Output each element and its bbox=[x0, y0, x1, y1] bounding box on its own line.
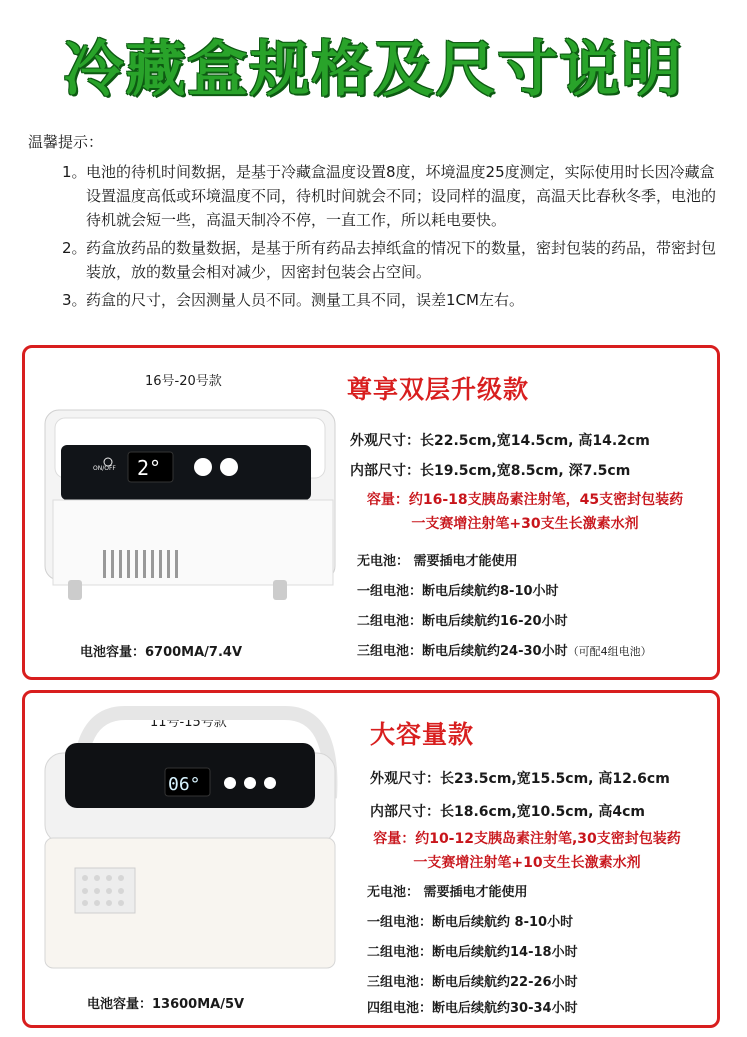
product-card-large bbox=[22, 690, 720, 1028]
inner-size bbox=[350, 460, 630, 480]
battery-key: 一组电池： bbox=[357, 584, 423, 599]
cooler-box-image bbox=[35, 703, 345, 973]
battery-row bbox=[367, 941, 578, 960]
battery-row bbox=[367, 971, 578, 990]
cooler-box-image bbox=[33, 390, 343, 640]
outer-size-key: 外观尺寸： bbox=[350, 433, 420, 449]
battery-row bbox=[357, 580, 559, 599]
product-card-deluxe bbox=[22, 345, 720, 680]
temperature-display: 2° bbox=[137, 456, 162, 480]
tips-label: 温馨提示： bbox=[28, 133, 104, 151]
card-title: 尊享双层升级款 bbox=[347, 375, 530, 404]
battery-value: 断电后续航约 8-10小时 bbox=[432, 915, 574, 930]
tip-text: 电池的待机时间数据，是基于冷藏盒温度设置8度，坏境温度25度测定，实际使用时长因冷藏盒设置温度高低或环境温度不同，待机时间就会不同；设同样的温度，高温天比春秋冬季，电池的待机就会短一些，高温天制冷不停，一直工作，所以耗电要快。 bbox=[86, 163, 717, 229]
battery-row bbox=[357, 640, 652, 659]
battery-row bbox=[357, 610, 568, 629]
card-title: 大容量款 bbox=[370, 720, 475, 749]
inner-size bbox=[370, 801, 645, 821]
battery-key: 一组电池： bbox=[367, 915, 433, 930]
page-title: 冷藏盒规格及尺寸说明 bbox=[63, 35, 684, 105]
battery-row bbox=[367, 911, 573, 930]
outer-size bbox=[370, 768, 670, 788]
battery-value: 断电后续航约8-10小时 bbox=[422, 584, 559, 599]
outer-size bbox=[350, 430, 650, 450]
outer-size-key: 外观尺寸： bbox=[370, 771, 440, 787]
tip-number: 2。 bbox=[62, 239, 87, 257]
model-label: 16号-20号款 bbox=[145, 374, 222, 389]
battery-key: 四组电池： bbox=[367, 1001, 433, 1016]
battery-key: 无电池： bbox=[357, 554, 410, 569]
temperature-display: 06° bbox=[168, 774, 201, 795]
inner-size-key: 内部尺寸： bbox=[350, 463, 420, 479]
battery-row bbox=[357, 550, 518, 569]
inner-size-value: 长18.6cm,宽10.5cm, 高4cm bbox=[440, 804, 645, 820]
capacity-line: 容量：约10-12支胰岛素注射笔,30支密封包装药 bbox=[373, 831, 681, 847]
tip-number: 3。 bbox=[62, 291, 87, 309]
svg-text:ON/OFF: ON/OFF bbox=[93, 465, 116, 472]
tip-item bbox=[62, 288, 728, 312]
inner-size-value: 长19.5cm,宽8.5cm, 深7.5cm bbox=[420, 463, 631, 479]
tip-text: 药盒的尺寸，会因测量人员不同。测量工具不同，误差1CM左右。 bbox=[86, 291, 524, 309]
inner-size-key: 内部尺寸： bbox=[370, 804, 440, 820]
tip-text: 药盒放药品的数量数据，是基于所有药品去掉纸盒的情况下的数量，密封包装的药品，带密封包装放，放的数量会相对减少，因密封包装会占空间。 bbox=[86, 239, 717, 281]
battery-key: 无电池： bbox=[367, 885, 420, 900]
tip-item bbox=[62, 236, 728, 284]
tip-item bbox=[62, 160, 728, 232]
outer-size-value: 长22.5cm,宽14.5cm, 高14.2cm bbox=[420, 433, 650, 449]
battery-key: 三组电池： bbox=[357, 644, 423, 659]
battery-key: 二组电池： bbox=[367, 945, 433, 960]
battery-value: 断电后续航约30-34小时 bbox=[432, 1001, 578, 1016]
tips-section bbox=[28, 130, 728, 316]
battery-capacity: 电池容量：13600MA/5V bbox=[87, 997, 245, 1012]
model-label: 11号-15号款 bbox=[150, 715, 227, 730]
battery-value: 需要插电才能使用 bbox=[409, 554, 518, 569]
battery-value: 断电后续航约22-26小时 bbox=[432, 975, 578, 990]
battery-key: 二组电池： bbox=[357, 614, 423, 629]
battery-value: 断电后续航约14-18小时 bbox=[432, 945, 578, 960]
capacity-description bbox=[335, 488, 715, 536]
outer-size-value: 长23.5cm,宽15.5cm, 高12.6cm bbox=[440, 771, 670, 787]
battery-row bbox=[367, 881, 528, 900]
battery-key: 三组电池： bbox=[367, 975, 433, 990]
battery-row bbox=[367, 997, 578, 1016]
battery-note: （可配4组电池） bbox=[567, 645, 652, 658]
battery-value: 需要插电才能使用 bbox=[419, 885, 528, 900]
capacity-description bbox=[337, 827, 717, 875]
capacity-line: 一支赛增注射笔+10支生长激素水剂 bbox=[413, 855, 641, 871]
capacity-line: 一支赛增注射笔+30支生长激素水剂 bbox=[411, 516, 639, 532]
battery-capacity: 电池容量：6700MA/7.4V bbox=[80, 645, 243, 660]
capacity-line: 容量：约16-18支胰岛素注射笔，45支密封包装药 bbox=[366, 492, 684, 508]
tip-number: 1。 bbox=[62, 163, 87, 181]
battery-value: 断电后续航约16-20小时 bbox=[422, 614, 568, 629]
battery-value: 断电后续航约24-30小时 bbox=[422, 644, 568, 659]
